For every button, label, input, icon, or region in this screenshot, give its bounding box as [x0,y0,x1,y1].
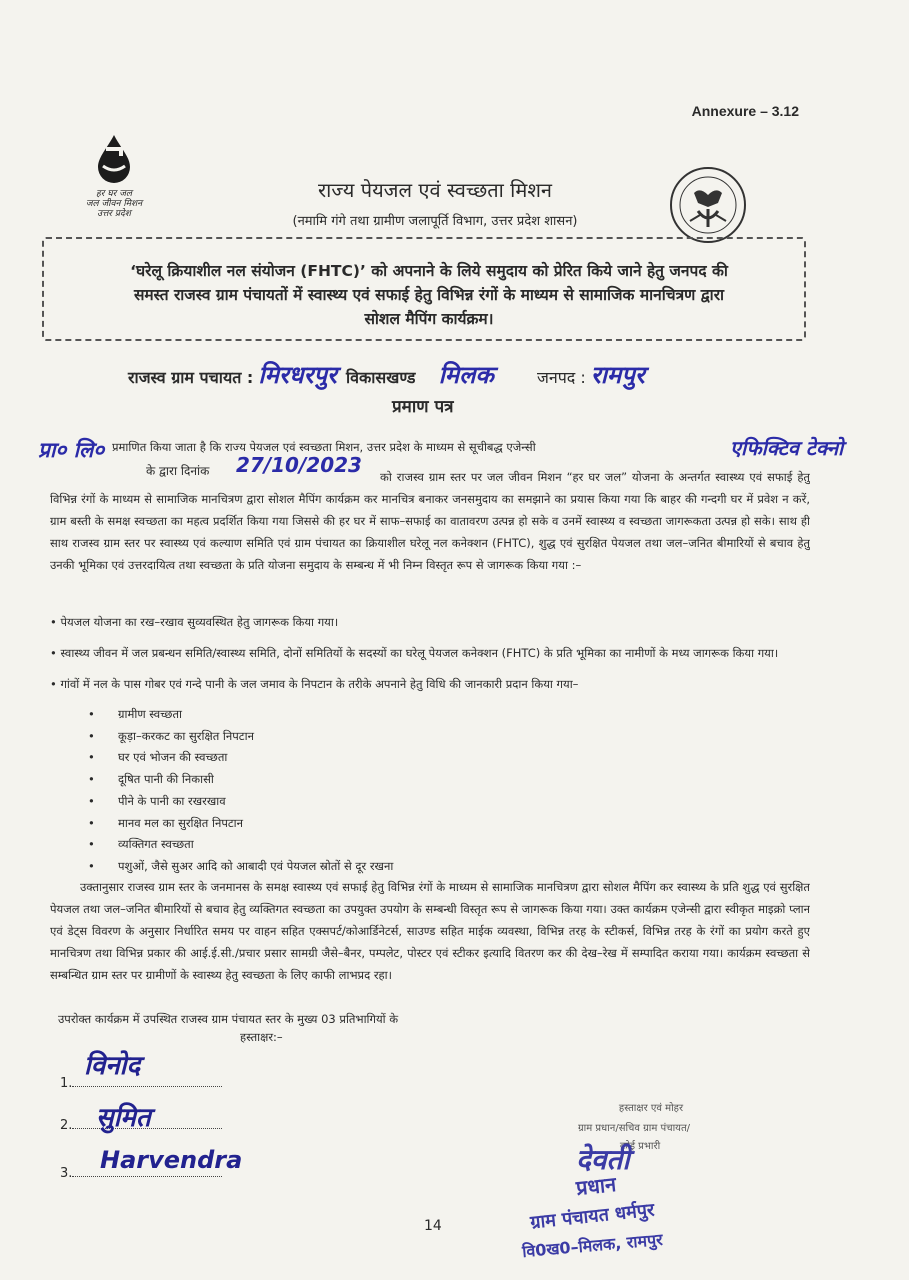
intro-start: प्रमाणित किया जाता है कि राज्य पेयजल एवं स्वच्छता मिशन, उत्तर प्रदेश के माध्यम से सूचीबद्ध एजेन्सी [112,440,536,454]
conclusion-text: उक्तानुसार राजस्व ग्राम स्तर के जनमानस के समक्ष स्वास्थ्य एवं सफाई हेतु विभिन्न रंगों के माध्यम से सामाजिक मानचित्रण द्वारा सोशल मैपिंग कर स्वास्थ्य के प्रति शुद्ध एवं सुरक्षित पेयजल तथा जल–जनित बीमारियों से बचाव हेतु व्यक्तिगत स्वच्छता का उपयुक्त उपयोग के सम्बन्धी विस्तृत रूप से जागरूक किया गया। उक्त कार्यक्रम एजेन्सी द्वारा स्वीकृत माइक्रो प्लान एवं डेट्स विवरण के अनुसार निर्धारित समय पर वाहन सहित एक्सपर्ट/कोआर्डिनेटर्स, साउण्ड सहित माईक व्यवस्था, विभिन्न तरह के स्टीकर्स, विभिन्न तरह के रंगों का प्रयोग करते हुए मानचित्रण तथा विभिन्न प्रकार की आई.ई.सी./प्रचार प्रसार सामग्री जैसे–बैनर, पम्पलेट, पोस्टर एवं स्टीकर इत्यादि वितरण कर की देख–रेख में सम्पादित कराया गया। कार्यक्रम स्वच्छता से सम्बन्धित ग्राम स्तर पर ग्रामीणों के स्वास्थ्य हेतु स्वच्छता के लिए काफी लाभप्रद रहा। [50,880,810,982]
bullet-item: • पेयजल योजना का रख–रखाव सुव्यवस्थित हेतु जागरूक किया गया। [50,615,339,629]
list-item: • पशुओं, जैसे सुअर आदि को आबादी एवं पेयजल स्रोतों से दूर रखना [88,856,393,878]
list-item: • ग्रामीण स्वच्छता [88,704,393,726]
panchayat-row [128,358,645,391]
signatures-label: हस्ताक्षर:– [240,1030,283,1044]
block-value: मिलक [438,361,494,389]
hygiene-topics-list [88,704,393,878]
certificate-page: Annexure – 3.12 हर घर जल जल जीवन मिशन उत्तर प्रदेश राज्य पेयजल एवं स्वच्छता मिशन (नमामि गंगे तथा ग्रामीण जलापूर्ति विभाग, उत्तर प्रदेश शासन) ‘घरेलू क्रियाशील नल संयोजन (FHTC)’ को अपनाने के लिये समुदाय को प्रेरित किये जाने हेतु जनपद की समस्त राजस्व ग्राम पंचायतों में स्वास्थ्य एवं सफाई हेतु विभिन्न रंगों के माध्यम से सामाजिक मानचित्रण द्वारा सोशल मैपिंग कार्यक्रम। राजस्व ग्राम पचायत : मिरधरपुर विकासखण्ड मिलक जनपद : रामपुर प्रमाण पत्र प्रा० लि० एफिक्टिव टेक्नो प्रमाणित किया जाता है कि राज्य पेयजल एवं स्वच्छता मिशन, उत्तर प्रदेश के माध्यम से सूचीबद्ध एजेन्सी के द्वारा दिनांक 27/10/2023 को राजस्व ग्राम स्तर पर जल जीवन मिशन “हर घर जल” योजना के अन्तर्गत स्वास्थ्य एवं सफाई हेतु विभिन्न रंगों के माध्यम से सामाजिक मानचित्रण द्वारा सोशल मैपिंग कार्यक्रम कर मानचित्र बनाकर जनसमुदाय का समझाने का प्रयास किया गया कि बाहर की गन्दगी घर में प्रवेश न करें, ग्राम बस्ती के समक्ष स्वच्छता का महत्व प्रदर्शित किया गया जिससे की हर घर में साफ–सफाई का वातावरण उत्पन्न हो सके व उनमें स्वास्थ्य व स्वच्छता जागरूकता उत्पन्न हो सके। साथ ही साथ राजस्व ग्राम स्तर पर स्वास्थ्य एवं कल्याण समिति एवं ग्राम पंचायत का क्रियाशील घरेलू नल कनेक्शन (FHTC), शुद्ध एवं सुरक्षित पेयजल तथा जल–जनित बीमारियों से बचाव हेतु उनकी भूमिका एवं उत्तरदायित्व तथा स्वच्छता के प्रति योजना समुदाय के सम्बन्ध में भी निम्न विस्तृत रूप से जागरूक किया गया :– • पेयजल योजना का रख–रखाव सुव्यवस्थित हेतु जागरूक किया गया। • स्वास्थ्य जीवन में जल प्रबन्धन समिति/स्वास्थ्य समिति, दोनों समितियों के सदस्यों का घरेलू पेयजल कनेक्शन (FHTC) के प्रति भूमिका का नामीणों के मध्य जागरूक किया गया। • गांवों में नल के पास गोबर एवं गन्दे पानी के जल जमाव के निपटान के तरीके अपनाने हेतु विधि की जानकारी प्रदान किया गया– • ग्रामीण स्वच्छता • कूड़ा–करकट का सुरक्षित निपटान • घर एवं भोजन की स्वच्छता • दूषित पानी की निकासी • पीने के पानी का रखरखाव • मानव मल का सुरक्षित निपटान • व्यक्तिगत स्वच्छता • पशुओं, जैसे सुअर आदि को आबादी एवं पेयजल स्रोतों से दूर रखना उक्तानुसार राजस्व ग्राम स्तर के जनमानस के समक्ष स्वास्थ्य एवं सफाई हेतु विभिन्न रंगों के माध्यम से सामाजिक मानचित्रण द्वारा सोशल मैपिंग कर स्वास्थ्य के प्रति शुद्ध एवं सुरक्षित पेयजल तथा जल–जनित बीमारियों से बचाव हेतु व्यक्तिगत स्वच्छता का उपयुक्त उपयोग के सम्बन्धी विस्तृत रूप से जागरूक किया गया। उक्त कार्यक्रम एजेन्सी द्वारा स्वीकृत माइक्रो प्लान एवं डेट्स विवरण के अनुसार निर्धारित समय पर वाहन सहित एक्सपर्ट/कोआर्डिनेटर्स, साउण्ड सहित माईक व्यवस्था, विभिन्न तरह के स्टीकर्स, विभिन्न तरह के रंगों का प्रयोग करते हुए मानचित्रण तथा विभिन्न प्रकार की आई.ई.सी./प्रचार प्रसार सामग्री जैसे–बैनर, पम्पलेट, पोस्टर एवं स्टीकर इत्यादि वितरण कर की देख–रेख में सम्पादित कराया गया। कार्यक्रम स्वच्छता से सम्बन्धित ग्राम स्तर पर ग्रामीणों के स्वास्थ्य हेतु स्वच्छता के लिए काफी लाभप्रद रहा। उपरोक्त कार्यक्रम में उपस्थित राजस्व ग्राम पंचायत स्तर के मुख्य 03 प्रतिभागियों के हस्ताक्षर:– 1. विनोद 2. सुमित 3. Harvendra हस्ताक्षर एवं मोहर ग्राम प्रधान/सचिव ग्राम पंचायत/ कोई प्रभारी देवती प्रधान ग्राम पंचायत धर्मपुर वि0ख0–मिलक, रामपुर 14 [0,0,909,1280]
signature-2-name: सुमित [96,1103,151,1133]
intro-body: को राजस्व ग्राम स्तर पर जल जीवन मिशन “हर घर जल” योजना के अन्तर्गत स्वास्थ्य एवं सफाई हेतु विभिन्न रंगों के माध्यम से सामाजिक मानचित्रण द्वारा सोशल मैपिंग कार्यक्रम कर मानचित्र बनाकर जनसमुदाय का समझाने का प्रयास किया गया कि बाहर की गन्दगी घर में प्रवेश न करें, ग्राम बस्ती के समक्ष स्वच्छता का महत्व प्रदर्शित किया गया जिससे की हर घर में साफ–सफाई का वातावरण उत्पन्न हो सके व उनमें स्वास्थ्य व स्वच्छता जागरूकता उत्पन्न हो सके। साथ ही साथ राजस्व ग्राम स्तर पर स्वास्थ्य एवं कल्याण समिति एवं ग्राम पंचायत का क्रियाशील घरेलू नल कनेक्शन (FHTC), शुद्ध एवं सुरक्षित पेयजल तथा जल–जनित बीमारियों से बचाव हेतु उनकी भूमिका एवं उत्तरदायित्व तथा स्वच्छता के प्रति योजना समुदाय के सम्बन्ध में भी निम्न विस्तृत रूप से जागरूक किया गया :– [50,470,810,572]
stamp-line-1: ग्राम पंचायत धर्मपुर [529,1199,656,1234]
agency-name: एफिक्टिव टेक्नो [730,436,844,460]
heading-line-3: सोशल मैपिंग कार्यक्रम। [364,310,494,328]
list-item: • मानव मल का सुरक्षित निपटान [88,813,393,835]
date-label: के द्वारा दिनांक [146,464,210,478]
heading-line-1: ‘घरेलू क्रियाशील नल संयोजन (FHTC)’ को अपनाने के लिये समुदाय को प्रेरित किये जाने हेतु जनपद की [130,262,728,280]
water-drop-icon [94,133,134,185]
har-ghar-jal-logo [74,133,154,219]
signature-3-name: Harvendra [100,1146,243,1174]
program-heading-box [42,237,806,341]
bullet-item: • स्वास्थ्य जीवन में जल प्रबन्धन समिति/स्वास्थ्य समिति, दोनों समितियों के सदस्यों का घरेलू पेयजल कनेक्शन (FHTC) के प्रति भूमिका का नामीणों के मध्य जागरूक किया गया। [50,646,779,660]
annexure-label: Annexure – 3.12 [691,103,799,119]
stamp-role: प्रधान [574,1171,618,1201]
panchayat-label: राजस्व ग्राम पचायत : [128,368,254,387]
awareness-bullets [50,612,810,705]
attendance-text: उपरोक्त कार्यक्रम में उपस्थित राजस्व ग्राम पंचायत स्तर के मुख्य 03 प्रतिभागियों के [58,1012,399,1026]
certificate-title: प्रमाण पत्र [392,397,454,417]
block-label: विकासखण्ड [345,368,416,387]
list-item: • पीने के पानी का रखरखाव [88,791,393,813]
pradhan-sign-line-2: ग्राम प्रधान/सचिव ग्राम पंचायत/ [577,1123,691,1134]
list-item: • व्यक्तिगत स्वच्छता [88,834,393,856]
page-number: 14 [424,1218,442,1234]
district-value: रामपुर [590,361,645,389]
stamp-line-2: वि0ख0–मिलक, रामपुर [521,1229,664,1262]
pradhan-signature: देवती [576,1143,630,1176]
heading-line-2: समस्त राजस्व ग्राम पंचायतों में स्वास्थ्य एवं सफाई हेतु विभिन्न रंगों के माध्यम से सामाजिक मानचित्रण द्वारा [133,286,725,304]
pradhan-sign-line-3: कोई प्रभारी [619,1141,661,1152]
logo-text-3: उत्तर प्रदेश [97,209,131,219]
signature-1-name: विनोद [84,1051,141,1081]
list-item: • दूषित पानी की निकासी [88,769,393,791]
logo-text-1: हर घर जल [96,189,132,199]
panchayat-value: मिरधरपुर [258,361,337,389]
program-date: 27/10/2023 [236,453,362,477]
logo-text-2: जल जीवन मिशन [85,199,143,209]
up-government-emblem-icon [668,165,748,245]
pradhan-sign-line-1: हस्ताक्षर एवं मोहर [618,1103,684,1114]
list-item: • कूड़ा–करकट का सुरक्षित निपटान [88,726,393,748]
bullet-item: • गांवों में नल के पास गोबर एवं गन्दे पानी के जल जमाव के निपटान के तरीके अपनाने हेतु विधि की जानकारी प्रदान किया गया– [50,677,579,691]
mission-subtitle: (नमामि गंगे तथा ग्रामीण जलापूर्ति विभाग, उत्तर प्रदेश शासन) [292,214,578,229]
mission-title: राज्य पेयजल एवं स्वच्छता मिशन [317,178,553,202]
district-label: जनपद : [536,368,586,387]
list-item: • घर एवं भोजन की स्वच्छता [88,747,393,769]
agency-prefix: प्रा० लि० [38,438,105,462]
